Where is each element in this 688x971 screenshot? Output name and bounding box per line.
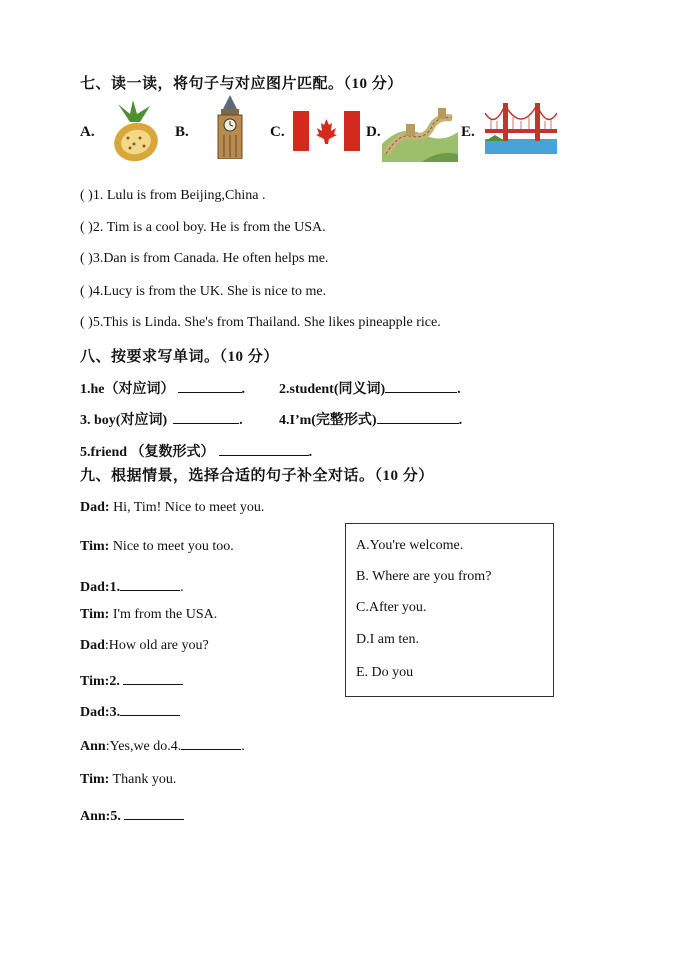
word-item-5-label: 5.friend （复数形式） <box>80 445 215 460</box>
answer-blank-1[interactable] <box>178 378 242 393</box>
word-item-5: 5.friend （复数形式） . <box>80 441 312 461</box>
speaker: Dad: <box>80 580 110 595</box>
pineapple-icon <box>100 100 166 164</box>
word-item-4: 4.I’m(完整形式) . <box>279 409 462 429</box>
answer-blank-5[interactable] <box>219 441 309 456</box>
line-text: I'm from the USA. <box>109 607 218 622</box>
speaker: Dad: <box>80 500 110 515</box>
picture-label-e: E. <box>461 124 475 140</box>
line-text: Nice to meet you too. <box>109 539 234 554</box>
dialogue-line-2 <box>80 539 234 555</box>
dialogue-line-4 <box>80 607 217 623</box>
dialogue-line-1 <box>80 500 264 516</box>
word-item-4-label: 4.I’m(完整形式) <box>279 413 377 428</box>
dialogue-line-6 <box>80 670 183 690</box>
line-text: 1. <box>109 580 121 595</box>
word-item-1-label: 1.he（对应词） <box>80 382 175 397</box>
match-question-4: ( )4.Lucy is from the UK. She is nice to me. <box>80 284 327 299</box>
section-8-title: 八、按要求写单词。（10 分） <box>80 349 279 365</box>
speaker: Dad <box>80 638 105 653</box>
line-text: :Yes,we do.4. <box>105 739 182 754</box>
big-ben-icon <box>210 95 250 159</box>
match-question-1: ( )1. Lulu is from Beijing,China . <box>80 188 266 203</box>
option-a: A.You're welcome. <box>356 538 464 553</box>
line-text: :How old are you? <box>104 638 209 653</box>
dialogue-line-10 <box>80 805 184 825</box>
speaker: Tim: <box>80 772 110 787</box>
line-text: 3. <box>109 705 121 720</box>
dialogue-blank-4[interactable] <box>181 735 241 750</box>
speaker: Tim: <box>80 539 110 554</box>
word-item-1: 1.he（对应词） . <box>80 378 245 398</box>
canada-flag-icon <box>293 111 360 151</box>
line-text: 2. <box>109 674 124 689</box>
speaker: Dad: <box>80 705 110 720</box>
word-item-3-label: 3. boy(对应词) <box>80 413 168 428</box>
option-c: C.After you. <box>356 600 427 615</box>
section-9-title: 九、根据情景，选择合适的句子补全对话。（10 分） <box>80 468 434 484</box>
speaker: Tim: <box>80 674 110 689</box>
dialogue-blank-1[interactable] <box>120 576 180 591</box>
option-d: D.I am ten. <box>356 632 419 647</box>
answer-blank-3[interactable] <box>173 409 239 424</box>
dialogue-blank-5[interactable] <box>124 805 184 820</box>
picture-label-c: C. <box>270 124 285 140</box>
word-item-2: 2.student(同义词) . <box>279 378 461 398</box>
dialogue-line-3: Dad:1. . <box>80 576 184 596</box>
dialogue-line-5 <box>80 638 209 654</box>
match-question-3: ( )3.Dan is from Canada. He often helps me. <box>80 251 329 266</box>
match-question-2: ( )2. Tim is a cool boy. He is from the USA. <box>80 220 326 235</box>
word-item-3: 3. boy(对应词) . <box>80 409 243 429</box>
picture-label-b: B. <box>175 124 189 140</box>
options-box <box>345 523 554 697</box>
speaker: Ann: <box>80 809 111 824</box>
answer-blank-2[interactable] <box>385 378 457 393</box>
match-question-5: ( )5.This is Linda. She's from Thailand. She likes pineapple rice. <box>80 315 441 330</box>
word-item-2-label: 2.student(同义词) <box>279 382 386 397</box>
dialogue-blank-2[interactable] <box>123 670 183 685</box>
line-text: Hi, Tim! Nice to meet you. <box>109 500 265 515</box>
picture-label-a: A. <box>80 124 95 140</box>
speaker: Tim: <box>80 607 110 622</box>
section-7-title: 七、读一读，将句子与对应图片匹配。（10 分） <box>80 76 403 92</box>
picture-label-d: D. <box>366 124 381 140</box>
option-b: B. Where are you from? <box>356 569 492 584</box>
dialogue-blank-3[interactable] <box>120 701 180 716</box>
dialogue-line-7 <box>80 701 180 721</box>
option-e: E. Do you <box>356 665 414 680</box>
dialogue-line-9 <box>80 772 176 788</box>
answer-blank-4[interactable] <box>377 409 459 424</box>
line-text: Thank you. <box>109 772 177 787</box>
speaker: Ann <box>80 739 106 754</box>
line-text: 5. <box>110 809 125 824</box>
dialogue-line-8: Ann:Yes,we do.4. . <box>80 735 245 755</box>
great-wall-icon <box>382 104 458 162</box>
golden-gate-bridge-icon <box>485 99 557 154</box>
